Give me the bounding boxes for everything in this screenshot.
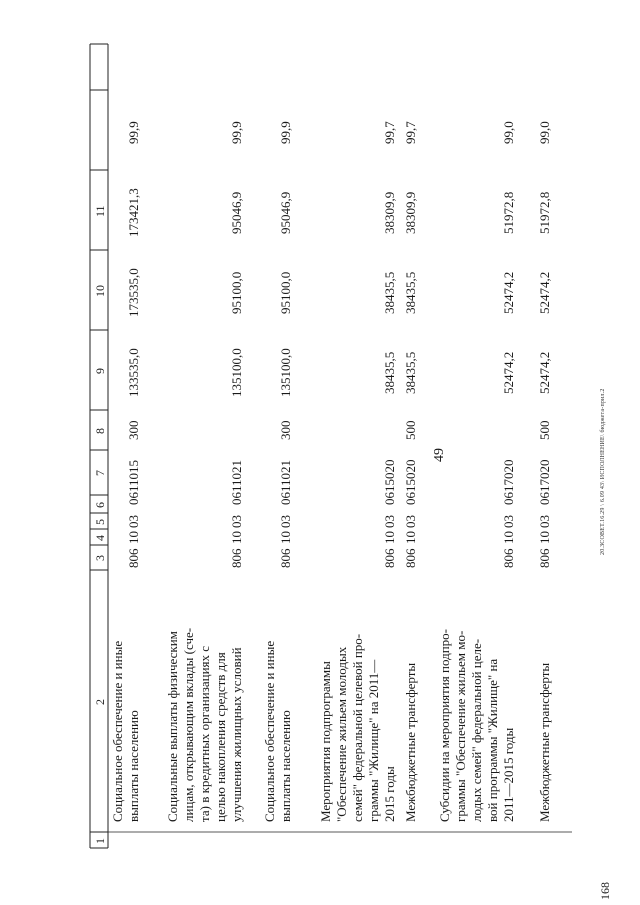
column-header-9: 9 xyxy=(93,367,107,374)
cell-c11: 99,9 xyxy=(278,120,293,144)
column-header-11: 11 xyxy=(93,205,107,217)
cell-c9: 52474,2 xyxy=(537,271,552,314)
cell-c9: 52474,2 xyxy=(501,271,516,314)
column-header-7: 7 xyxy=(93,470,107,476)
row-label-line: 2015 годы xyxy=(382,766,397,822)
cell-c3: 806 xyxy=(126,548,141,568)
file-path-footer: 20.ЗСОВЕТ.16.29 \ 6.09 43\ ИСПОЛНЕНИЕ\ бюджета-прил.2 xyxy=(600,388,606,555)
sheet-number: 168 xyxy=(598,882,612,900)
cell-c3: 806 xyxy=(278,548,293,568)
cell-c9: 38435,5 xyxy=(403,271,418,314)
row-label-line: та) в кредитных организациях с xyxy=(197,645,212,822)
row-label-line: Социальное обеспечение и иные xyxy=(110,640,125,822)
cell-c3: 806 xyxy=(229,548,244,568)
column-header-2: 2 xyxy=(93,698,107,705)
row-label-line: улучшения жилищных условий xyxy=(229,647,244,822)
cell-c4: 10 xyxy=(229,530,244,544)
cell-c8: 38435,5 xyxy=(382,351,397,394)
cell-c3: 806 xyxy=(382,548,397,568)
cell-c6: 0611021 xyxy=(278,460,293,506)
cell-c5: 03 xyxy=(382,514,397,528)
row-label-line: вой программы "Жилище" на xyxy=(485,658,500,822)
cell-c10: 95046,9 xyxy=(278,191,293,234)
cell-c7: 300 xyxy=(278,420,293,441)
cell-c9: 95100,0 xyxy=(278,271,293,314)
cell-c10: 38309,9 xyxy=(382,191,397,234)
cell-c4: 10 xyxy=(382,530,397,544)
cell-c6: 0615020 xyxy=(403,459,418,506)
column-header-6: 6 xyxy=(93,501,107,508)
cell-c11: 99,9 xyxy=(126,120,141,144)
cell-c11: 99,0 xyxy=(501,120,516,144)
row-label-line: Социальные выплаты физическим xyxy=(165,631,180,822)
cell-c5: 03 xyxy=(229,514,244,528)
row-label-line: семей" федеральной целевой про- xyxy=(350,633,365,822)
cell-c8: 135100,0 xyxy=(278,348,293,398)
cell-c4: 10 xyxy=(501,530,516,544)
cell-c8: 52474,2 xyxy=(537,351,552,394)
row-label-line: граммы "Жилище" на 2011— xyxy=(366,659,381,822)
column-header-4: 4 xyxy=(93,534,107,541)
cell-c6: 0615020 xyxy=(382,459,397,506)
cell-c8: 135100,0 xyxy=(229,348,244,398)
cell-c10: 38309,9 xyxy=(403,191,418,234)
cell-c6: 0611021 xyxy=(229,460,244,506)
cell-c7: 300 xyxy=(126,420,141,441)
cell-c10: 51972,8 xyxy=(501,191,516,234)
row-label-line: выплаты населению xyxy=(278,710,293,822)
cell-c5: 03 xyxy=(537,514,552,528)
row-label-line: целью накопления средств для xyxy=(213,652,228,822)
column-header-3: 3 xyxy=(93,555,107,561)
cell-c11: 99,0 xyxy=(537,120,552,144)
cell-c10: 173421,3 xyxy=(126,188,141,238)
cell-c4: 10 xyxy=(403,530,418,544)
row-label-line: Межбюджетные трансферты xyxy=(403,662,418,822)
row-label-line: лицам, открывающим вклады (сче- xyxy=(181,627,196,822)
cell-c8: 133535,0 xyxy=(126,348,141,398)
cell-c5: 03 xyxy=(278,514,293,528)
cell-c11: 99,7 xyxy=(403,120,418,144)
cell-c3: 806 xyxy=(403,548,418,568)
cell-c9: 38435,5 xyxy=(382,271,397,314)
cell-c6: 0617020 xyxy=(537,459,552,506)
cell-c9: 173535,0 xyxy=(126,268,141,318)
cell-c9: 95100,0 xyxy=(229,271,244,314)
cell-c5: 03 xyxy=(501,514,516,528)
cell-c8: 38435,5 xyxy=(403,351,418,394)
cell-c4: 10 xyxy=(126,530,141,544)
cell-c10: 51972,8 xyxy=(537,191,552,234)
cell-c4: 10 xyxy=(537,530,552,544)
cell-c3: 806 xyxy=(501,548,516,568)
cell-c10: 95046,9 xyxy=(229,191,244,234)
row-label-line: "Обеспечение жильем молодых xyxy=(334,646,349,822)
column-header-1: 1 xyxy=(93,837,107,844)
cell-c5: 03 xyxy=(126,514,141,528)
cell-c4: 10 xyxy=(278,530,293,544)
cell-c6: 0617020 xyxy=(501,459,516,506)
cell-c8: 52474,2 xyxy=(501,351,516,394)
row-label-line: Социальное обеспечение и иные xyxy=(262,640,277,822)
column-header-5: 5 xyxy=(93,518,107,525)
cell-c6: 0611015 xyxy=(126,460,141,506)
row-label-line: Межбюджетные трансферты xyxy=(537,662,552,822)
column-header-10: 10 xyxy=(93,285,107,297)
cell-c7: 500 xyxy=(403,420,418,441)
cell-c11: 99,7 xyxy=(382,120,397,144)
cell-c7: 500 xyxy=(537,420,552,441)
row-label-line: 2011—2015 годы xyxy=(501,727,516,822)
cell-c11: 99,9 xyxy=(229,120,244,144)
row-label-line: граммы "Обеспечение жильем мо- xyxy=(453,630,468,822)
column-header-8: 8 xyxy=(93,427,107,434)
row-label-line: выплаты населению xyxy=(126,710,141,822)
page-number: 49 xyxy=(432,448,447,462)
row-label-line: лодых семей" федеральной целе- xyxy=(469,638,484,822)
cell-c3: 806 xyxy=(537,548,552,568)
row-label-line: Мероприятия подпрограммы xyxy=(318,661,333,822)
cell-c5: 03 xyxy=(403,514,418,528)
row-label-line: Субсидии на мероприятия подпро- xyxy=(437,628,452,822)
